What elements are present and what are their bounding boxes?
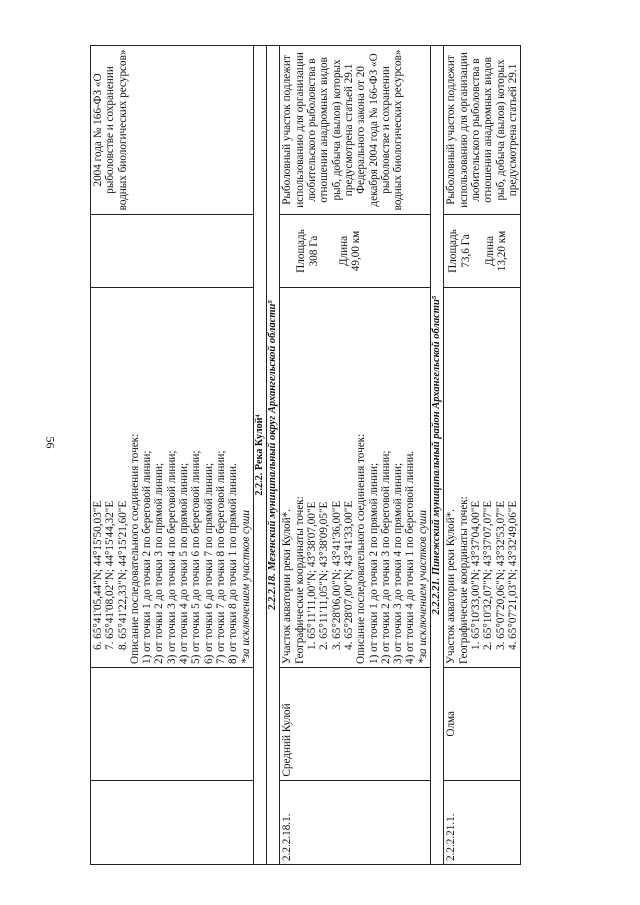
cell-name: Средний Кулой bbox=[280, 668, 431, 781]
coordinate-point: 4. 65°28'07,00"N; 43°41'33,00"E bbox=[342, 500, 355, 651]
area-group bbox=[295, 218, 320, 284]
section-header-row bbox=[253, 46, 266, 865]
cell-area-empty bbox=[91, 214, 254, 287]
connection-line: 5) от точки 5 до точки 6 по береговой линии; bbox=[190, 450, 203, 665]
table-row bbox=[280, 46, 431, 865]
purpose-text: Рыболовный участок подлежит использованию для организации любительского рыболовства в отношении анадромных видов рыб, добыча (вылов) которых предусмотрена статьей 29.1 Федерального закона от 20 декабря 2004 года № 166-ФЗ «О рыболовстве и сохранении водных биологических ресурсов» bbox=[281, 49, 405, 211]
cell-area bbox=[444, 214, 521, 287]
area-title: Участок акватории реки Кулой*. bbox=[445, 509, 458, 665]
coordinate-point: 6. 65°41'05,44"N; 44°15'50,03"E bbox=[92, 500, 104, 651]
cell-name-empty bbox=[91, 668, 254, 781]
length-value: 49,00 км bbox=[350, 230, 363, 272]
connection-line: 2) от точки 2 до точки 3 по прямой линии; bbox=[153, 462, 166, 665]
cell-description bbox=[444, 288, 521, 668]
section-heading-pinega: 2.2.2.21. Пинежский муниципальный район Архангельской области⁵ bbox=[431, 46, 444, 865]
coordinate-point: 3. 65°07'20,06"N; 43°32'53,07"E bbox=[494, 500, 507, 651]
table-frame bbox=[90, 45, 519, 865]
connection-line: 6) от точки 6 до точки 7 по прямой линии; bbox=[202, 462, 215, 665]
footnote: *за исключением участков суши bbox=[239, 510, 252, 665]
page-number: 56 bbox=[43, 436, 58, 449]
section-header-row bbox=[267, 46, 280, 865]
purpose-text: Рыболовный участок подлежит использованию для организации любительского рыболовства в отношении анадромных видов рыб, добыча (вылов) которых предусмотрена статьей 29.1 bbox=[445, 52, 519, 208]
connection-heading: Описание последовательного соединения точек: bbox=[355, 433, 368, 665]
connection-line: 4) от точки 4 до точки 5 по прямой линии; bbox=[178, 462, 191, 665]
length-value: 13,20 км bbox=[496, 230, 509, 272]
cell-number: 2.2.2.18.1. bbox=[280, 780, 431, 864]
name-text: Олма bbox=[445, 710, 458, 737]
length-label: Длина bbox=[483, 235, 496, 267]
area-label: Площадь bbox=[447, 229, 460, 273]
section-heading-river: 2.2.2. Река Кулой⁴ bbox=[253, 46, 266, 865]
fishing-areas-table bbox=[90, 45, 521, 865]
cell-area bbox=[280, 214, 431, 287]
area-value: 73,6 Га bbox=[459, 234, 472, 268]
table-row bbox=[444, 46, 521, 865]
table-row-continuation bbox=[91, 46, 254, 865]
cell-description bbox=[280, 288, 431, 668]
section-heading-mezen: 2.2.2.18. Мезенский муниципальный округ Архангельской области⁵ bbox=[267, 46, 280, 865]
coordinate-point: 1. 65°11'11,00"N; 43°38'07,00"E bbox=[306, 501, 319, 651]
coordinate-point: 1. 65°10'33,00"N; 43°37'04,00"E bbox=[469, 500, 482, 651]
section-header-row bbox=[431, 46, 444, 865]
purpose-text: 2004 года № 166-ФЗ «О рыболовстве и сохранении водных биологических ресурсов» bbox=[92, 49, 129, 211]
coords-heading: Географические координаты точек: bbox=[293, 496, 306, 665]
area-group bbox=[447, 218, 472, 284]
coordinate-point: 4. 65°07'21,03"N; 43°32'49,06"E bbox=[506, 500, 519, 651]
cell-purpose bbox=[91, 46, 254, 215]
cell-number-empty bbox=[91, 780, 254, 864]
connection-line: 1) от точки 1 до точки 2 по прямой линии; bbox=[367, 462, 380, 665]
cell-purpose bbox=[444, 46, 521, 215]
connection-line: 7) от точки 7 до точки 8 по береговой линии; bbox=[214, 450, 227, 665]
cell-name bbox=[444, 668, 521, 781]
cell-purpose bbox=[280, 46, 431, 215]
connection-line: 1) от точки 1 до точки 2 по береговой линии; bbox=[141, 450, 154, 665]
coordinate-point: 2. 65°10'32,07"N; 43°37'07,07"E bbox=[482, 500, 495, 651]
coordinate-point: 3. 65°28'06,00"N; 43°41'36,00"E bbox=[330, 500, 343, 651]
footnote: *за исключением участков суши bbox=[416, 510, 429, 665]
rotated-table-container bbox=[90, 45, 519, 865]
area-label: Площадь bbox=[295, 229, 308, 273]
coordinate-point: 2. 65°11'11,05"N; 43°38'09,05"E bbox=[318, 501, 331, 651]
connection-line: 3) от точки 3 до точки 4 по прямой линии; bbox=[392, 462, 405, 665]
area-title: Участок акватории реки Кулой*. bbox=[281, 509, 294, 665]
connection-heading: Описание последовательного соединения точек: bbox=[128, 433, 141, 665]
coordinate-point: 7. 65°41'08,02"N; 44°15'44,32"E bbox=[104, 500, 117, 651]
coords-heading: Географические координаты точек: bbox=[457, 496, 470, 665]
length-group bbox=[484, 218, 509, 284]
area-value: 308 Га bbox=[307, 235, 320, 267]
length-group bbox=[338, 218, 363, 284]
length-label: Длина bbox=[338, 235, 351, 267]
coordinate-point: 8. 65°41'22,33"N; 44°15'21,60"E bbox=[116, 500, 129, 651]
connection-line: 2) от точки 2 до точки 3 по береговой линии; bbox=[379, 450, 392, 665]
connection-line: 3) от точки 3 до точки 4 по береговой линии; bbox=[165, 450, 178, 665]
connection-line: 4) от точки 4 до точки 1 по береговой линии. bbox=[404, 450, 417, 665]
cell-number: 2.2.2.21.1. bbox=[444, 780, 521, 864]
cell-description bbox=[91, 288, 254, 668]
connection-line: 8) от точки 8 до точки 1 по прямой линии. bbox=[227, 463, 240, 665]
